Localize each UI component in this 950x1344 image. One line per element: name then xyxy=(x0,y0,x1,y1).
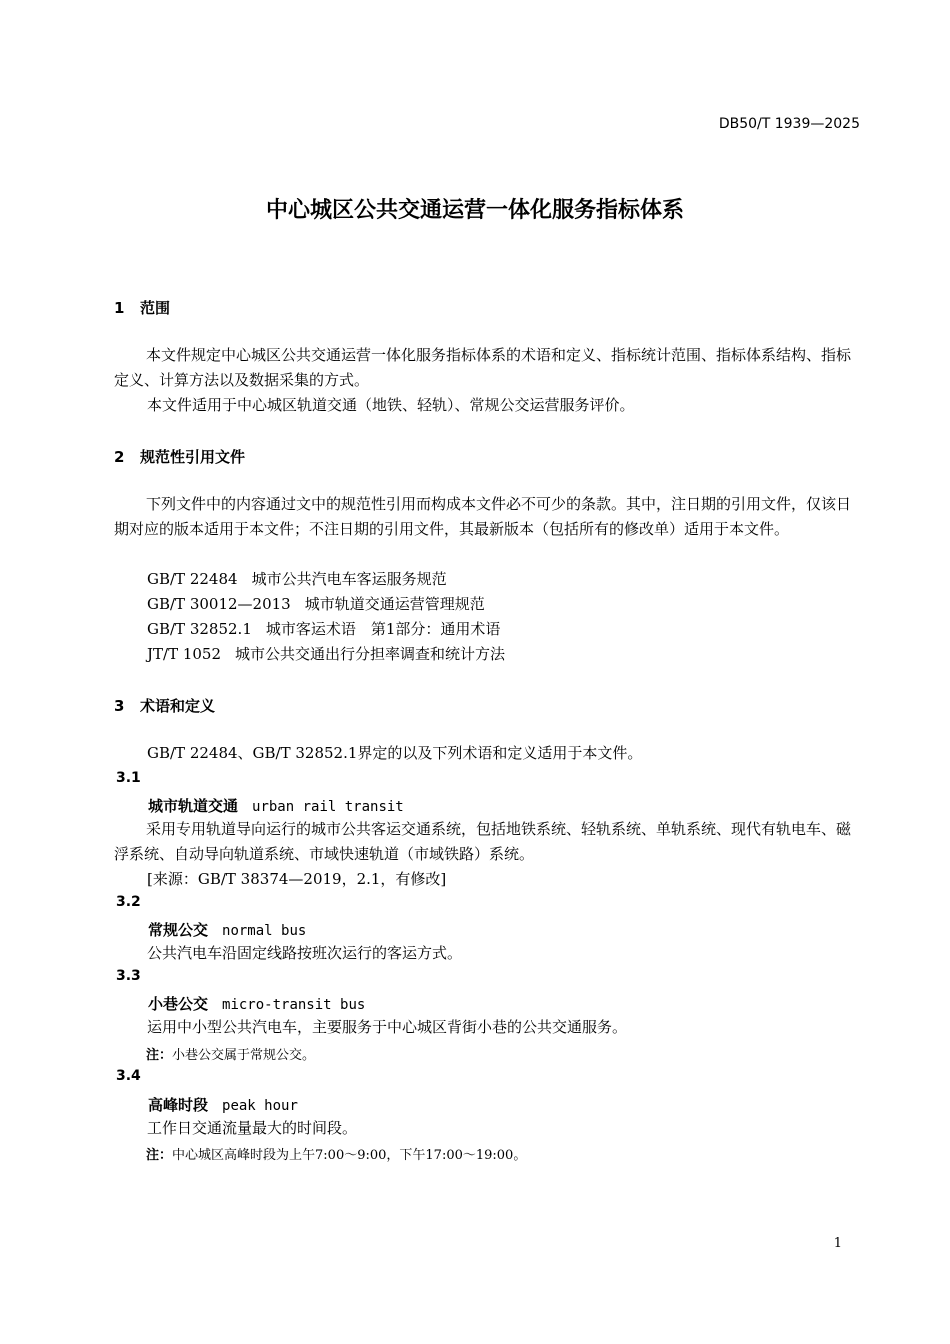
reference-item xyxy=(147,642,505,667)
term-definition: 公共汽电车沿固定线路按班次运行的客运方式。 xyxy=(147,944,463,962)
normative-paragraph: 下列文件中的内容通过文中的规范性引用而构成本文件必不可少的条款。其中，注日期的引用文件，仅该日期对应的版本适用于本文件；不注日期的引用文件，其最新版本（包括所有的修改单）适用于本文件。 xyxy=(114,495,852,538)
reference-item xyxy=(147,592,485,617)
terms-intro: GB/T 22484、GB/T 32852.1界定的以及下列术语和定义适用于本文件。 xyxy=(147,744,643,762)
term-heading xyxy=(148,993,365,1014)
term-english: peak hour xyxy=(222,1098,298,1114)
term-number: 3.3 xyxy=(116,968,141,984)
term-english: normal bus xyxy=(222,923,307,939)
section-heading-scope xyxy=(114,297,170,318)
note-text: 小巷公交属于常规公交。 xyxy=(172,1048,316,1063)
reference-code: GB/T 22484 xyxy=(147,570,238,588)
section-number: 1 xyxy=(114,299,125,317)
term-chinese: 高峰时段 xyxy=(148,1096,209,1114)
section-title: 规范性引用文件 xyxy=(140,448,246,466)
section-number: 3 xyxy=(114,697,125,715)
term-english: urban rail transit xyxy=(252,799,404,815)
term-number: 3.2 xyxy=(116,894,141,910)
term-heading xyxy=(148,1094,298,1115)
note-text: 中心城区高峰时段为上午7:00～9:00，下午17:00～19:00。 xyxy=(172,1148,527,1163)
term-english: micro-transit bus xyxy=(222,997,366,1013)
reference-code: GB/T 32852.1 xyxy=(147,620,252,638)
scope-paragraph-2: 本文件适用于中心城区轨道交通（地铁、轻轨）、常规公交运营服务评价。 xyxy=(147,396,635,414)
section-heading-normative xyxy=(114,446,245,467)
note-label: 注： xyxy=(146,1048,173,1063)
document-code: DB50/T 1939—2025 xyxy=(718,116,860,132)
reference-title: 城市公共交通出行分担率调查和统计方法 xyxy=(235,645,506,663)
reference-title: 城市轨道交通运营管理规范 xyxy=(304,595,485,613)
reference-item xyxy=(147,617,500,642)
note-label: 注： xyxy=(146,1148,173,1163)
term-heading xyxy=(148,919,306,940)
section-heading-terms xyxy=(114,695,215,716)
section-title: 范围 xyxy=(140,299,171,317)
term-chinese: 城市轨道交通 xyxy=(148,797,239,815)
reference-title: 城市公共汽电车客运服务规范 xyxy=(251,570,447,588)
section-title: 术语和定义 xyxy=(140,697,216,715)
term-chinese: 小巷公交 xyxy=(148,995,209,1013)
term-number: 3.1 xyxy=(116,770,141,786)
reference-code: GB/T 30012—2013 xyxy=(147,595,291,613)
term-note xyxy=(146,1044,315,1063)
term-note xyxy=(146,1144,526,1163)
reference-code: JT/T 1052 xyxy=(147,645,222,663)
reference-title: 城市客运术语 第1部分：通用术语 xyxy=(265,620,501,638)
term-source: [来源：GB/T 38374—2019，2.1，有修改] xyxy=(147,870,447,888)
reference-item xyxy=(147,567,447,592)
term-number: 3.4 xyxy=(116,1068,141,1084)
page-number: 1 xyxy=(833,1236,842,1251)
document-title: 中心城区公共交通运营一体化服务指标体系 xyxy=(265,198,684,223)
term-definition: 运用中小型公共汽电车，主要服务于中心城区背街小巷的公共交通服务。 xyxy=(147,1018,628,1036)
term-definition: 工作日交通流量最大的时间段。 xyxy=(147,1119,358,1137)
scope-paragraph-1: 本文件规定中心城区公共交通运营一体化服务指标体系的术语和定义、指标统计范围、指标体系结构、指标定义、计算方法以及数据采集的方式。 xyxy=(114,346,852,389)
term-heading xyxy=(148,795,404,816)
section-number: 2 xyxy=(114,448,125,466)
term-definition: 采用专用轨道导向运行的城市公共客运交通系统，包括地铁系统、轻轨系统、单轨系统、现代有轨电车、磁浮系统、自动导向轨道系统、市域快速轨道（市域铁路）系统。 xyxy=(114,820,852,863)
term-chinese: 常规公交 xyxy=(148,921,209,939)
